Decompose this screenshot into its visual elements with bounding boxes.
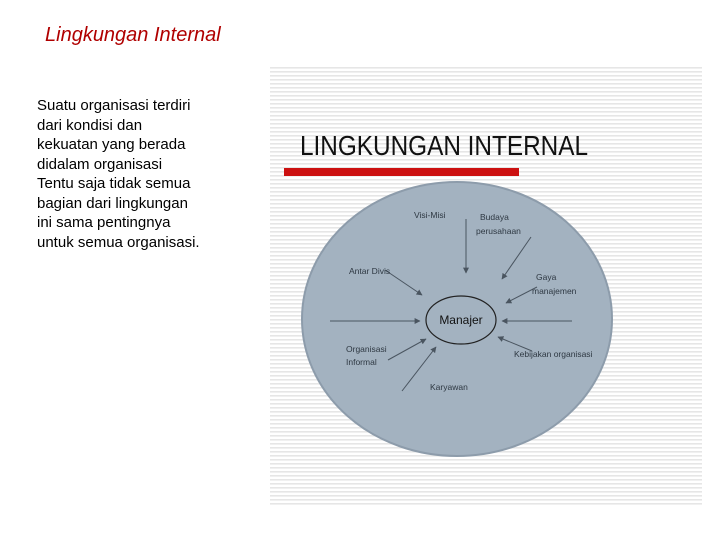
center-label: Manajer xyxy=(439,313,483,327)
label-kebijakan: Kebijakan organisasi xyxy=(514,349,593,359)
paragraph-line: Suatu organisasi terdiri xyxy=(37,97,191,114)
slide-title: Lingkungan Internal xyxy=(45,24,221,46)
label-visi-misi: Visi-Misi xyxy=(414,210,446,220)
label-budaya-line2: perusahaan xyxy=(476,226,521,236)
body-paragraph xyxy=(37,96,262,252)
diagram-canvas xyxy=(270,67,702,505)
accent-bar xyxy=(284,168,519,176)
paragraph-line: kekuatan yang berada xyxy=(37,136,186,153)
internal-environment-figure xyxy=(270,67,702,505)
label-karyawan: Karyawan xyxy=(430,382,468,392)
label-organisasi-line1: Organisasi xyxy=(346,344,387,354)
paragraph-line: didalam organisasi xyxy=(37,155,163,173)
paragraph-line: untuk semua organisasi. xyxy=(37,233,200,251)
paragraph-line: Tentu saja tidak semua xyxy=(37,175,191,192)
label-organisasi-line2: Informal xyxy=(346,357,377,367)
diagram-heading: LINGKUNGAN INTERNAL xyxy=(300,130,588,161)
paragraph-line: bagian dari lingkungan xyxy=(37,194,188,212)
label-antar-divisi: Antar Divis xyxy=(349,266,391,276)
paragraph-line: dari kondisi dan xyxy=(37,116,143,134)
paragraph-line: ini sama pentingnya xyxy=(37,214,171,231)
label-gaya-line2: manajemen xyxy=(532,286,577,296)
label-budaya-line1: Budaya xyxy=(480,212,509,222)
label-gaya-line1: Gaya xyxy=(536,272,557,282)
